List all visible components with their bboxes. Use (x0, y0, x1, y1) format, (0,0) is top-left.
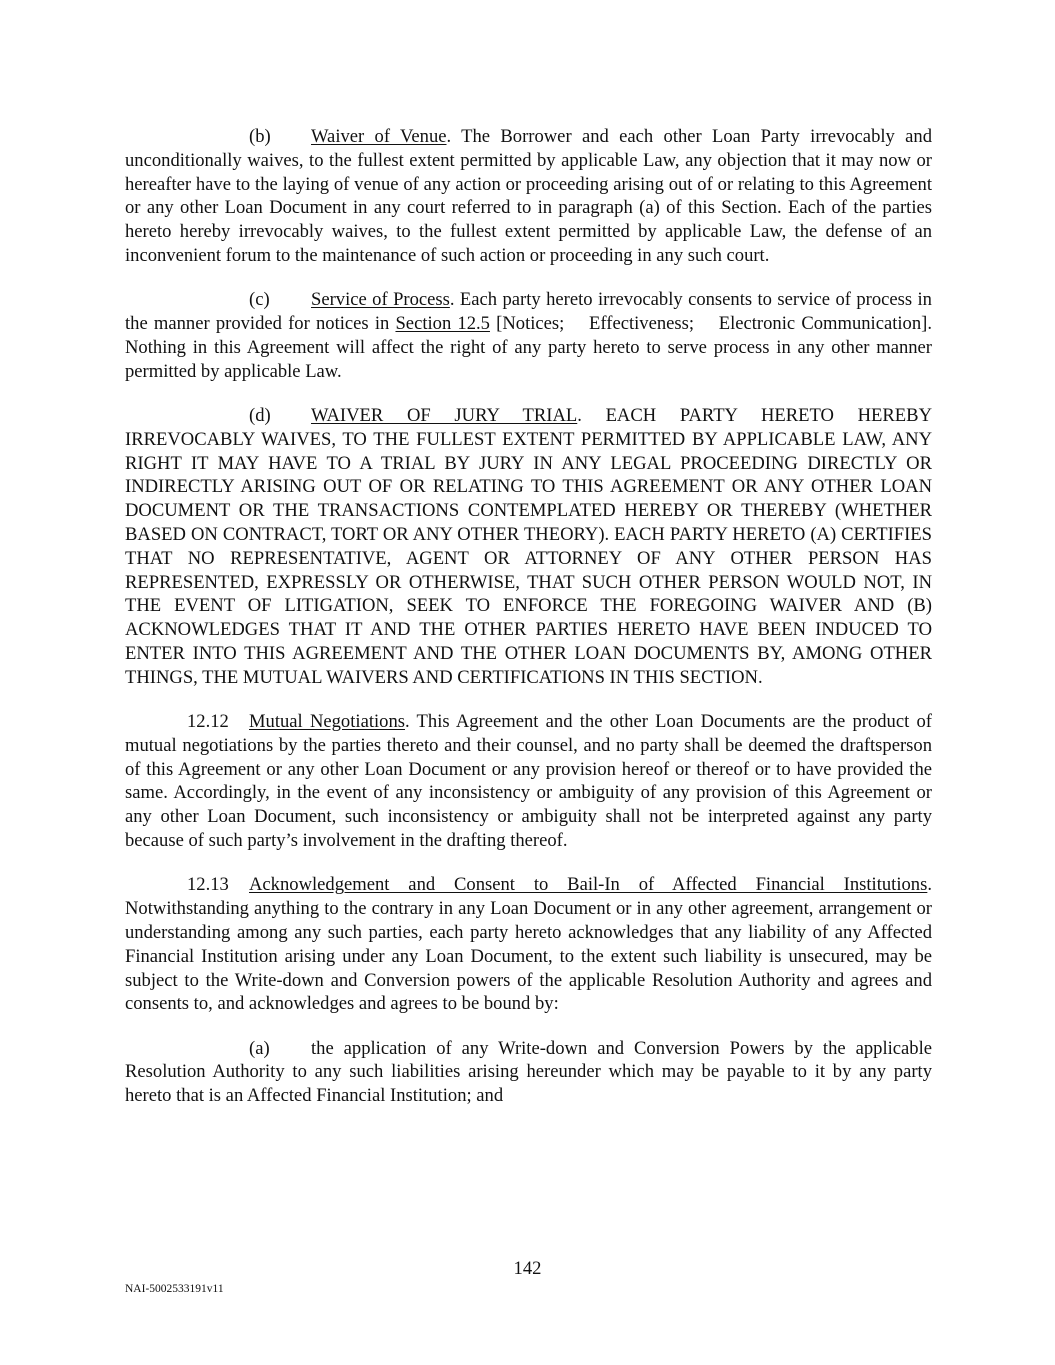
paragraph-heading: Service of Process (311, 289, 450, 311)
document-id: NAI-5002533191v11 (125, 1283, 224, 1295)
section-text: . Notwithstanding anything to the contrary in any Loan Document or in any other agreement, arrangement or understanding among any such parties, each party hereto acknowledges that any liability of any Affected Financial Institution arising under any Loan Document, to the extent such liability is unsecured, may be subject to the Write-down and Conversion powers of the applicable Resolution Authority and agrees and consents to, and acknowledges and agrees to be bound by: (125, 874, 932, 1015)
document-page (125, 125, 942, 1128)
paragraph-text: . The Borrower and each other Loan Party irrevocably and unconditionally waives, to the fullest extent permitted by applicable Law, any objection that it may now or hereafter have to the laying of venue of any action or proceeding arising out of or relating to this Agreement or any other Loan Document in any court referred to in paragraph (a) of this Section. Each of the parties hereto hereby irrevocably waives, to the fullest extent permitted by applicable Law, the defense of an inconvenient forum to the maintenance of such action or proceeding in any such court. (125, 126, 932, 266)
paragraph-label: (c) (249, 289, 270, 311)
paragraph-heading: WAIVER OF JURY TRIAL (311, 404, 578, 426)
paragraph-write-down-application (125, 1037, 932, 1108)
paragraph-label: (d) (249, 404, 271, 426)
paragraph-text: the application of any Write-down and Conversion Powers by the applicable Resolution Authority to any such liabilities arising hereunder which may be payable to it by any party hereto that is an Affected Financial Institution; and (125, 1037, 932, 1107)
paragraph-text: . EACH PARTY HERETO HEREBY IRREVOCABLY WAIVES, TO THE FULLEST EXTENT PERMITTED BY APPLICABLE LAW, ANY RIGHT IT MAY HAVE TO A TRIAL BY JURY IN ANY LEGAL PROCEEDING DIRECTLY OR INDIRECTLY ARISING OUT OF OR RELATING TO THIS AGREEMENT OR ANY OTHER LOAN DOCUMENT OR THE TRANSACTIONS CONTEMPLATED HEREBY OR THEREBY (WHETHER BASED ON CONTRACT, TORT OR ANY OTHER THEORY). EACH PARTY HERETO (A) CERTIFIES THAT NO REPRESENTATIVE, AGENT OR ATTORNEY OF ANY OTHER PERSON HAS REPRESENTED, EXPRESSLY OR OTHERWISE, THAT SUCH OTHER PERSON WOULD NOT, IN THE EVENT OF LITIGATION, SEEK TO ENFORCE THE FOREGOING WAIVER AND (B) ACKNOWLEDGES THAT IT AND THE OTHER PARTIES HERETO HAVE BEEN INDUCED TO ENTER INTO THIS AGREEMENT AND THE OTHER LOAN DOCUMENTS BY, AMONG OTHER THINGS, THE MUTUAL WAIVERS AND CERTIFICATIONS IN THIS SECTION. (125, 404, 932, 688)
section-text: . This Agreement and the other Loan Documents are the product of mutual negotiations by the parties thereto and their counsel, and no party shall be deemed the draftsperson of this Agreement or any other Loan Document or any provision hereof or thereof or to have provided the same. Accordingly, in the event of any inconsistency or ambiguity of any provision of this Agreement or any other Loan Document, such inconsistency or ambiguity shall not be interpreted against any party because of such party’s involvement in the drafting thereof. (125, 711, 932, 852)
paragraph-text: [Notices; Effectiveness; Electronic Communication]. Nothing in this Agreement will affect the right of any party hereto to serve process in any other manner permitted by applicable Law. (125, 313, 942, 382)
paragraph-label: (b) (249, 126, 271, 147)
section-number: 12.12 (187, 711, 229, 733)
section-heading: Acknowledgement and Consent to Bail-In of Affected Financial Institutions (249, 874, 928, 896)
paragraph-waiver-of-venue (125, 125, 932, 268)
paragraph-text: . Each party hereto irrevocably consents to service of process in the manner provided for notices in (125, 289, 932, 335)
paragraph-jury-trial-waiver (125, 404, 932, 690)
paragraph-heading: Waiver of Venue (311, 126, 447, 147)
page-number: 142 (513, 1258, 542, 1279)
section-bail-in-acknowledgement (125, 873, 932, 1016)
paragraph-label: (a) (249, 1037, 270, 1059)
paragraph-service-of-process (125, 288, 942, 383)
section-heading: Mutual Negotiations (249, 711, 405, 733)
section-number: 12.13 (187, 874, 229, 896)
section-reference-link[interactable]: Section 12.5 (395, 313, 490, 335)
section-mutual-negotiations (125, 710, 932, 853)
